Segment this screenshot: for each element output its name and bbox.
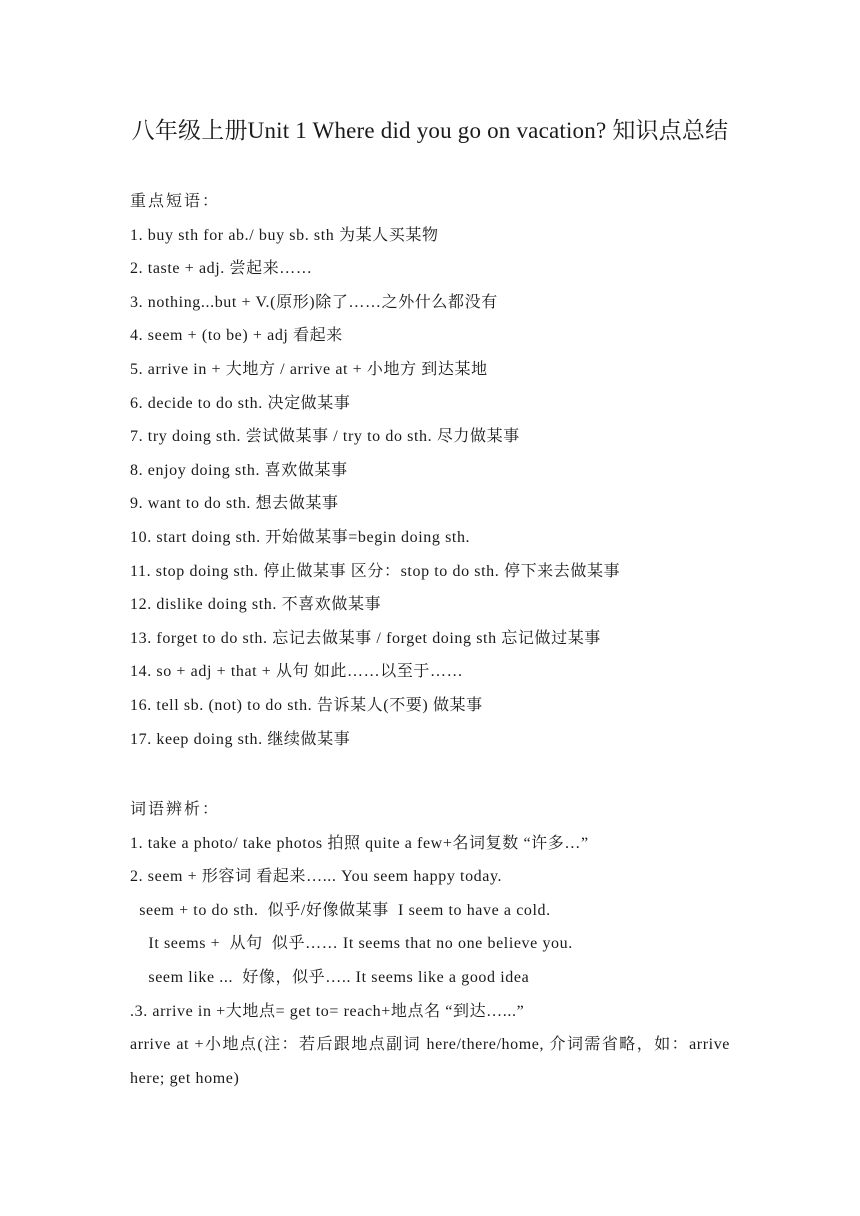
analysis-item: arrive at +小地点(注：若后跟地点副词 here/there/home, 介词需省略，如：arrive here; get home) [130, 1036, 730, 1087]
phrase-item: 16. tell sb. (not) to do sth. 告诉某人(不要) 做某事 [130, 696, 483, 714]
phrase-item: 9. want to do sth. 想去做某事 [130, 495, 339, 513]
section-heading: 重点短语： [130, 193, 221, 210]
phrase-item: 14. so + adj + that + 从句 如此……以至于…… [130, 663, 464, 681]
phrase-item: 1. buy sth for ab./ buy sb. sth 为某人买某物 [130, 226, 439, 244]
phrase-item: 10. start doing sth. 开始做某事=begin doing sth. [130, 528, 471, 546]
analysis-item: 2. seem + 形容词 看起来…... You seem happy today. [130, 868, 503, 886]
phrase-item: 4. seem + (to be) + adj 看起来 [130, 327, 343, 345]
key-phrases-section [130, 185, 730, 756]
section-heading: 词语辨析： [130, 801, 221, 818]
analysis-item: 1. take a photo/ take photos 拍照 quite a few+名词复数 “许多…” [130, 834, 589, 852]
phrase-item: 8. enjoy doing sth. 喜欢做某事 [130, 461, 348, 479]
phrase-item: 6. decide to do sth. 决定做某事 [130, 394, 351, 412]
phrase-item: 3. nothing...but + V.(原形)除了……之外什么都没有 [130, 293, 498, 311]
page-title: 八年级上册Unit 1 Where did you go on vacation? 知识点总结 [131, 118, 729, 143]
phrase-item: 7. try doing sth. 尝试做某事 / try to do sth. 尽力做某事 [130, 428, 520, 446]
analysis-item: seem like ... 好像，似乎….. It seems like a good idea [130, 968, 530, 986]
analysis-item: It seems + 从句 似乎…… It seems that no one believe you. [130, 935, 573, 953]
phrase-item: 13. forget to do sth. 忘记去做某事 / forget doing sth 忘记做过某事 [130, 629, 601, 647]
word-analysis-section [130, 793, 730, 1095]
phrase-item: 11. stop doing sth. 停止做某事 区分：stop to do sth. 停下来去做某事 [130, 562, 621, 580]
analysis-item: .3. arrive in +大地点= get to= reach+地点名 “到达…...” [130, 1002, 525, 1020]
analysis-item: seem + to do sth. 似乎/好像做某事 I seem to have a cold. [130, 901, 551, 919]
phrase-item: 5. arrive in + 大地方 / arrive at + 小地方 到达某地 [130, 360, 488, 378]
phrase-item: 17. keep doing sth. 继续做某事 [130, 730, 351, 748]
phrase-item: 2. taste + adj. 尝起来…… [130, 260, 313, 278]
phrase-item: 12. dislike doing sth. 不喜欢做某事 [130, 596, 382, 614]
